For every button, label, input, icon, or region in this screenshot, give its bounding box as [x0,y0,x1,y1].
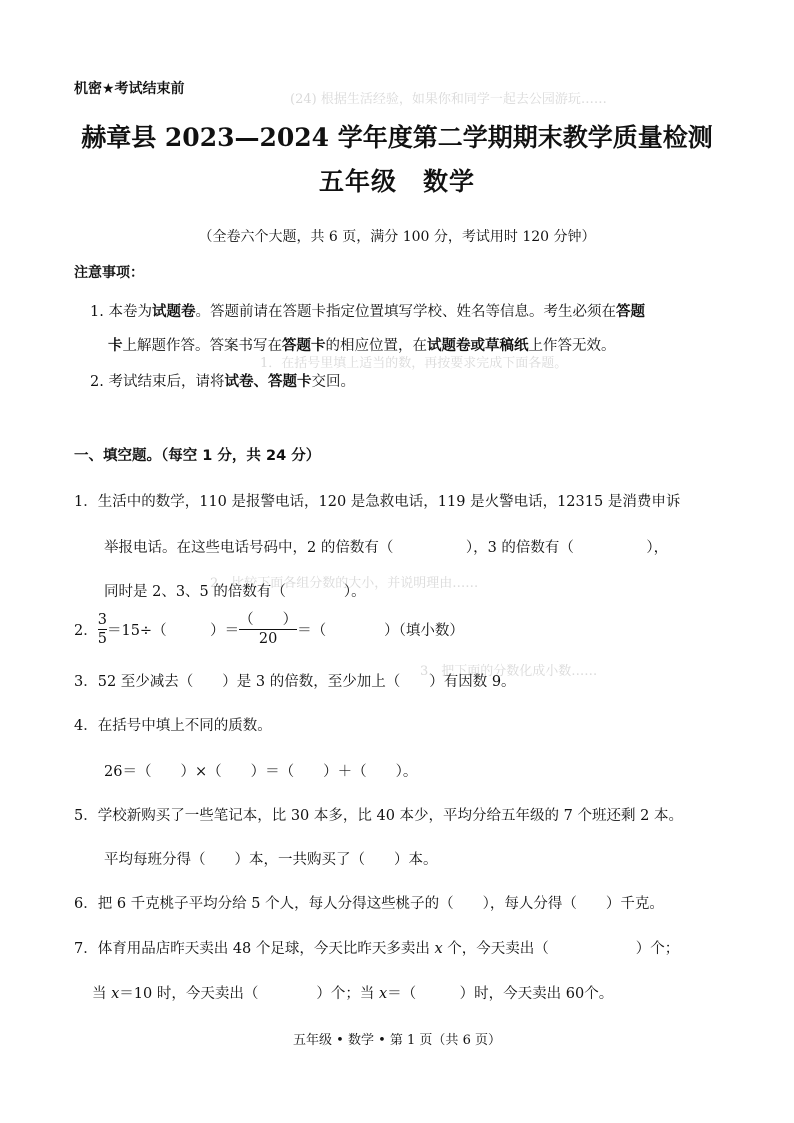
question-3: 3．52 至少减去（ ）是 3 的倍数，至少加上（ ）有因数 9。 [74,674,516,690]
notice-emphasis: 卡 [108,338,123,354]
section-heading-fill-in: 一、填空题。（每空 1 分，共 24 分） [74,448,321,464]
notice-text: 的相应位置，在 [325,338,427,354]
question-1-line-3: 同时是 2、3、5 的倍数有（ ）。 [104,584,366,600]
page-footer: 五年级 • 数学 • 第 1 页（共 6 页） [293,1033,501,1048]
bleed-through-text: (24) 根据生活经验，如果你和同学一起去公园游玩…… [290,92,607,107]
notice-emphasis: 试卷、答题卡 [224,374,312,390]
question-7-line-2 [92,982,613,1003]
fraction [98,612,107,647]
exam-title: 赫章县 2023—2024 学年度第二学期期末教学质量检测 [81,123,713,152]
question-7-line-1 [74,937,679,958]
variable-x: x [434,941,443,957]
question-number: 2． [74,623,98,639]
fraction-numerator: （ ） [239,612,298,628]
question-2 [74,612,464,647]
notice-item-1-cont [108,334,616,355]
notice-emphasis: 答题卡 [282,338,326,354]
fraction-denominator: 5 [97,631,107,647]
fraction [239,612,297,647]
notice-emphasis: 答题 [615,304,645,320]
notice-text: 上解题作答。答案书写在 [122,338,282,354]
notice-text: 1. 本卷为 [90,304,152,320]
question-text: 当 [92,986,112,1002]
variable-x: x [111,986,120,1002]
confidential-mark: 机密★考试结束前 [74,81,185,97]
question-text: ＝（ ）（填小数） [297,623,464,639]
exam-info: （全卷六个大题，共 6 页，满分 100 分，考试用时 120 分钟） [198,229,596,245]
notice-text: 上作答无效。 [528,338,616,354]
fraction-numerator: 3 [97,612,107,628]
question-text: ＝10 时，今天卖出（ ）个；当 [119,986,379,1002]
question-5-line-1: 5．学校新购买了一些笔记本，比 30 本多，比 40 本少，平均分给五年级的 7 个班还剩 2 本。 [74,808,683,824]
question-text: ＝（ ）时，今天卖出 60个。 [387,986,614,1002]
notice-emphasis: 试题卷 [151,304,196,320]
fraction-bar [98,629,107,630]
question-1-line-1: 1．生活中的数学，110 是报警电话，120 是急救电话，119 是火警电话，12315 是消费申诉 [74,494,681,510]
bleed-through-text: 3．把下面的分数化成小数…… [420,664,598,679]
notice-text: 2. 考试结束后，请将 [90,374,225,390]
notice-heading: 注意事项： [74,265,144,281]
question-5-line-2: 平均每班分得（ ）本，一共购买了（ ）本。 [104,852,438,868]
notice-item-1 [90,300,645,321]
fraction-denominator: 20 [258,631,278,647]
exam-subject-title: 五年级 数学 [318,167,475,196]
notice-text: 。答题前请在答题卡指定位置填写学校、姓名等信息。考生必须在 [195,304,616,320]
question-4-line-1: 4．在括号中填上不同的质数。 [74,718,272,734]
question-4-line-2: 26＝（ ）×（ ）＝（ ）＋（ ）。 [104,764,418,780]
variable-x: x [378,986,388,1002]
notice-text: 交回。 [311,374,355,390]
fraction-bar [239,629,297,630]
question-text: 7．体育用品店昨天卖出 48 个足球，今天比昨天多卖出 [74,941,435,957]
question-text: 个，今天卖出（ ）个； [442,941,680,957]
question-1-line-2: 举报电话。在这些电话号码中，2 的倍数有（ ），3 的倍数有（ ）， [104,540,669,556]
notice-item-2 [90,370,355,391]
bleed-through-text: 2．比较下面各组分数的大小，并说明理由…… [210,576,479,591]
question-text: ＝15÷（ ）＝ [106,623,240,639]
question-6: 6．把 6 千克桃子平均分给 5 个人，每人分得这些桃子的（ ），每人分得（ ）千克。 [74,896,664,912]
bleed-through-text: 1．在括号里填上适当的数，再按要求完成下面各题。 [260,356,568,371]
notice-emphasis: 试题卷或草稿纸 [427,338,529,354]
